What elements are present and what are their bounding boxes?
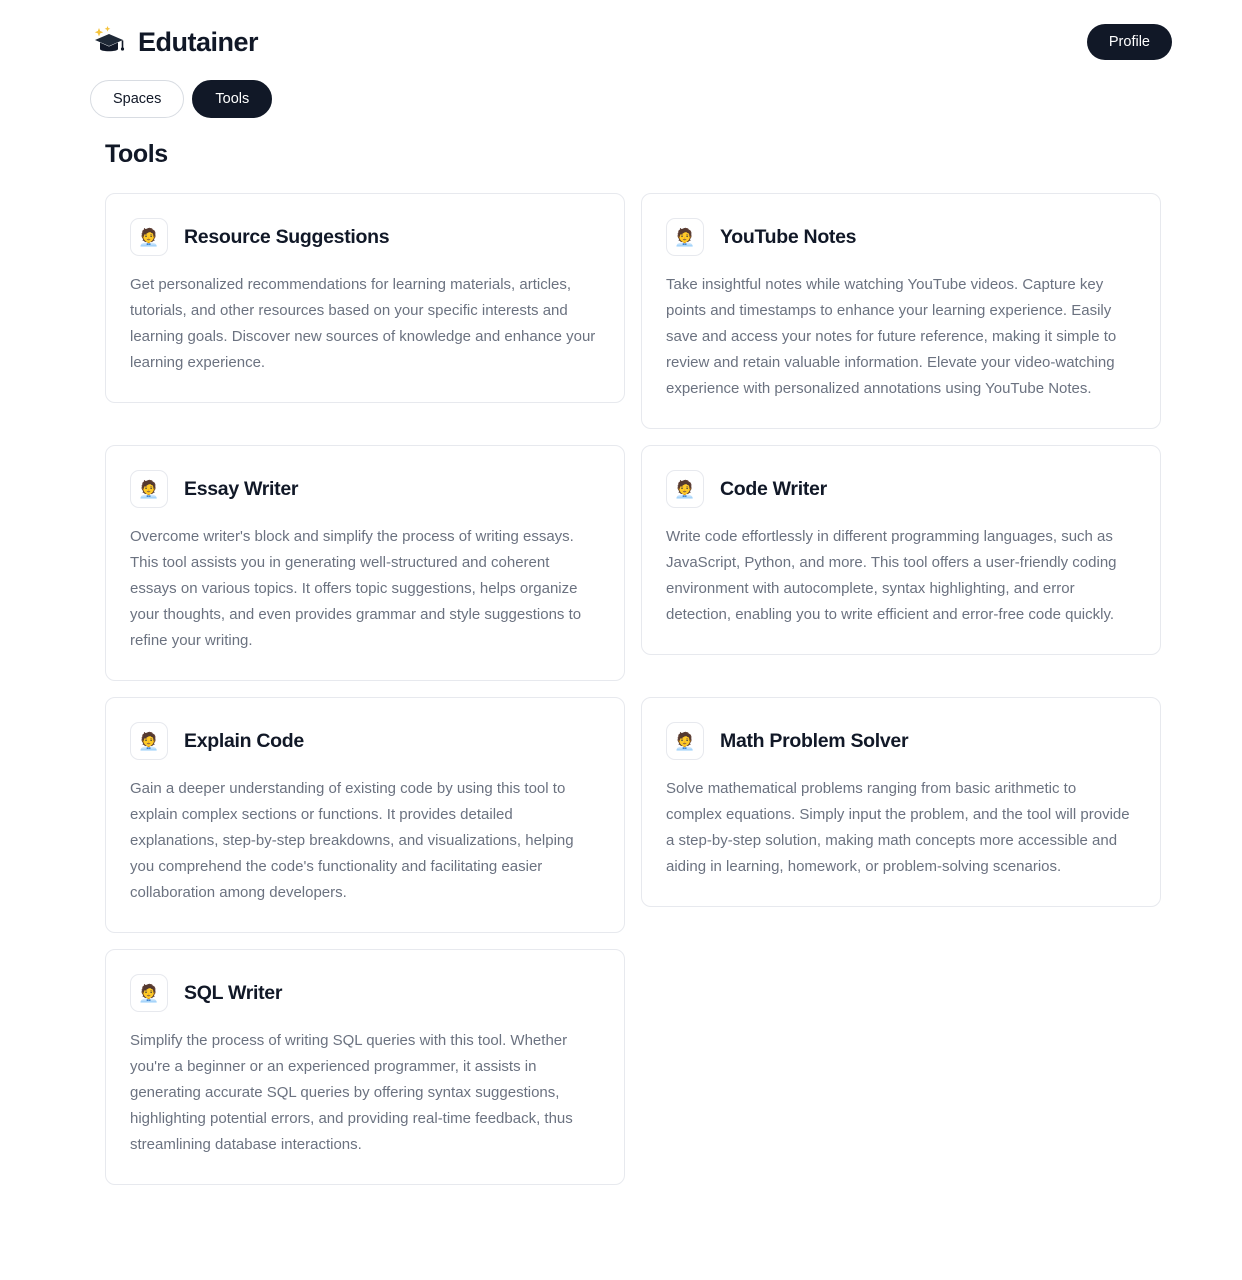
tool-title: Math Problem Solver (720, 729, 909, 752)
tool-card-header (130, 218, 600, 256)
person-badge-icon: 🧑‍💼 (130, 722, 168, 760)
tool-card[interactable] (641, 193, 1161, 429)
tool-description: Simplify the process of writing SQL queries with this tool. Whether you're a beginner or an experienced programmer, it assists in generating accurate SQL queries by offering syntax suggestions, highlighting potential errors, and providing real-time feedback, thus streamlining database interactions. (130, 1032, 573, 1153)
tool-card-header (666, 722, 1136, 760)
person-badge-icon: 🧑‍💼 (666, 722, 704, 760)
tool-title: Explain Code (184, 729, 304, 752)
tool-description: Get personalized recommendations for learning materials, articles, tutorials, and other resources based on your specific interests and learning goals. Discover new sources of knowledge and enhance your learning experience. (130, 276, 596, 371)
tool-card[interactable] (641, 697, 1161, 907)
person-badge-icon: 🧑‍💼 (130, 470, 168, 508)
app-header (0, 0, 1242, 70)
tool-card[interactable] (105, 193, 625, 403)
tool-card[interactable] (105, 697, 625, 933)
graduation-cap-sparkle-icon (90, 23, 128, 61)
tool-card-header (666, 218, 1136, 256)
tab-tools[interactable]: Tools (192, 80, 272, 118)
tool-card[interactable] (105, 445, 625, 681)
tool-title: YouTube Notes (720, 225, 857, 248)
person-badge-icon: 🧑‍💼 (666, 218, 704, 256)
person-badge-icon: 🧑‍💼 (130, 218, 168, 256)
tool-card[interactable] (105, 949, 625, 1185)
tool-card[interactable] (641, 445, 1161, 655)
brand-name: Edutainer (138, 26, 259, 57)
person-badge-icon: 🧑‍💼 (130, 974, 168, 1012)
tool-title: Essay Writer (184, 477, 299, 500)
tab-bar (0, 70, 1242, 118)
person-badge-icon: 🧑‍💼 (666, 470, 704, 508)
tool-title: Code Writer (720, 477, 827, 500)
tool-description: Gain a deeper understanding of existing code by using this tool to explain complex sections or functions. It provides detailed explanations, step-by-step breakdowns, and visualizations, helping you comprehend the code's functionality and facilitating easier collaboration among developers. (130, 780, 574, 901)
tool-card-header (666, 470, 1136, 508)
tool-card-header (130, 470, 600, 508)
tool-title: SQL Writer (184, 981, 283, 1004)
tool-card-header (130, 974, 600, 1012)
profile-button[interactable]: Profile (1087, 24, 1172, 60)
tool-description: Overcome writer's block and simplify the process of writing essays. This tool assists you in generating well-structured and coherent essays on various topics. It offers topic suggestions, helps organize your thoughts, and even provides grammar and style suggestions to refine your writing. (130, 528, 582, 649)
tools-grid (0, 169, 1242, 1225)
tool-description: Solve mathematical problems ranging from basic arithmetic to complex equations. Simply input the problem, and the tool will provide a step-by-step solution, making math concepts more accessible and aiding in learning, homework, or problem-solving scenarios. (666, 780, 1130, 875)
tool-description: Write code effortlessly in different programming languages, such as JavaScript, Python, and more. This tool offers a user-friendly coding environment with autocomplete, syntax highlighting, and error detection, enabling you to write efficient and error-free code quickly. (666, 528, 1117, 623)
tool-card-header (130, 722, 600, 760)
tool-title: Resource Suggestions (184, 225, 390, 248)
tab-spaces[interactable]: Spaces (90, 80, 184, 118)
page-title: Tools (105, 140, 168, 168)
tool-description: Take insightful notes while watching YouTube videos. Capture key points and timestamps to enhance your learning experience. Easily save and access your notes for future reference, making it simple to review and retain valuable information. Elevate your video-watching experience with personalized annotations using YouTube Notes. (666, 276, 1117, 397)
brand (90, 23, 258, 61)
